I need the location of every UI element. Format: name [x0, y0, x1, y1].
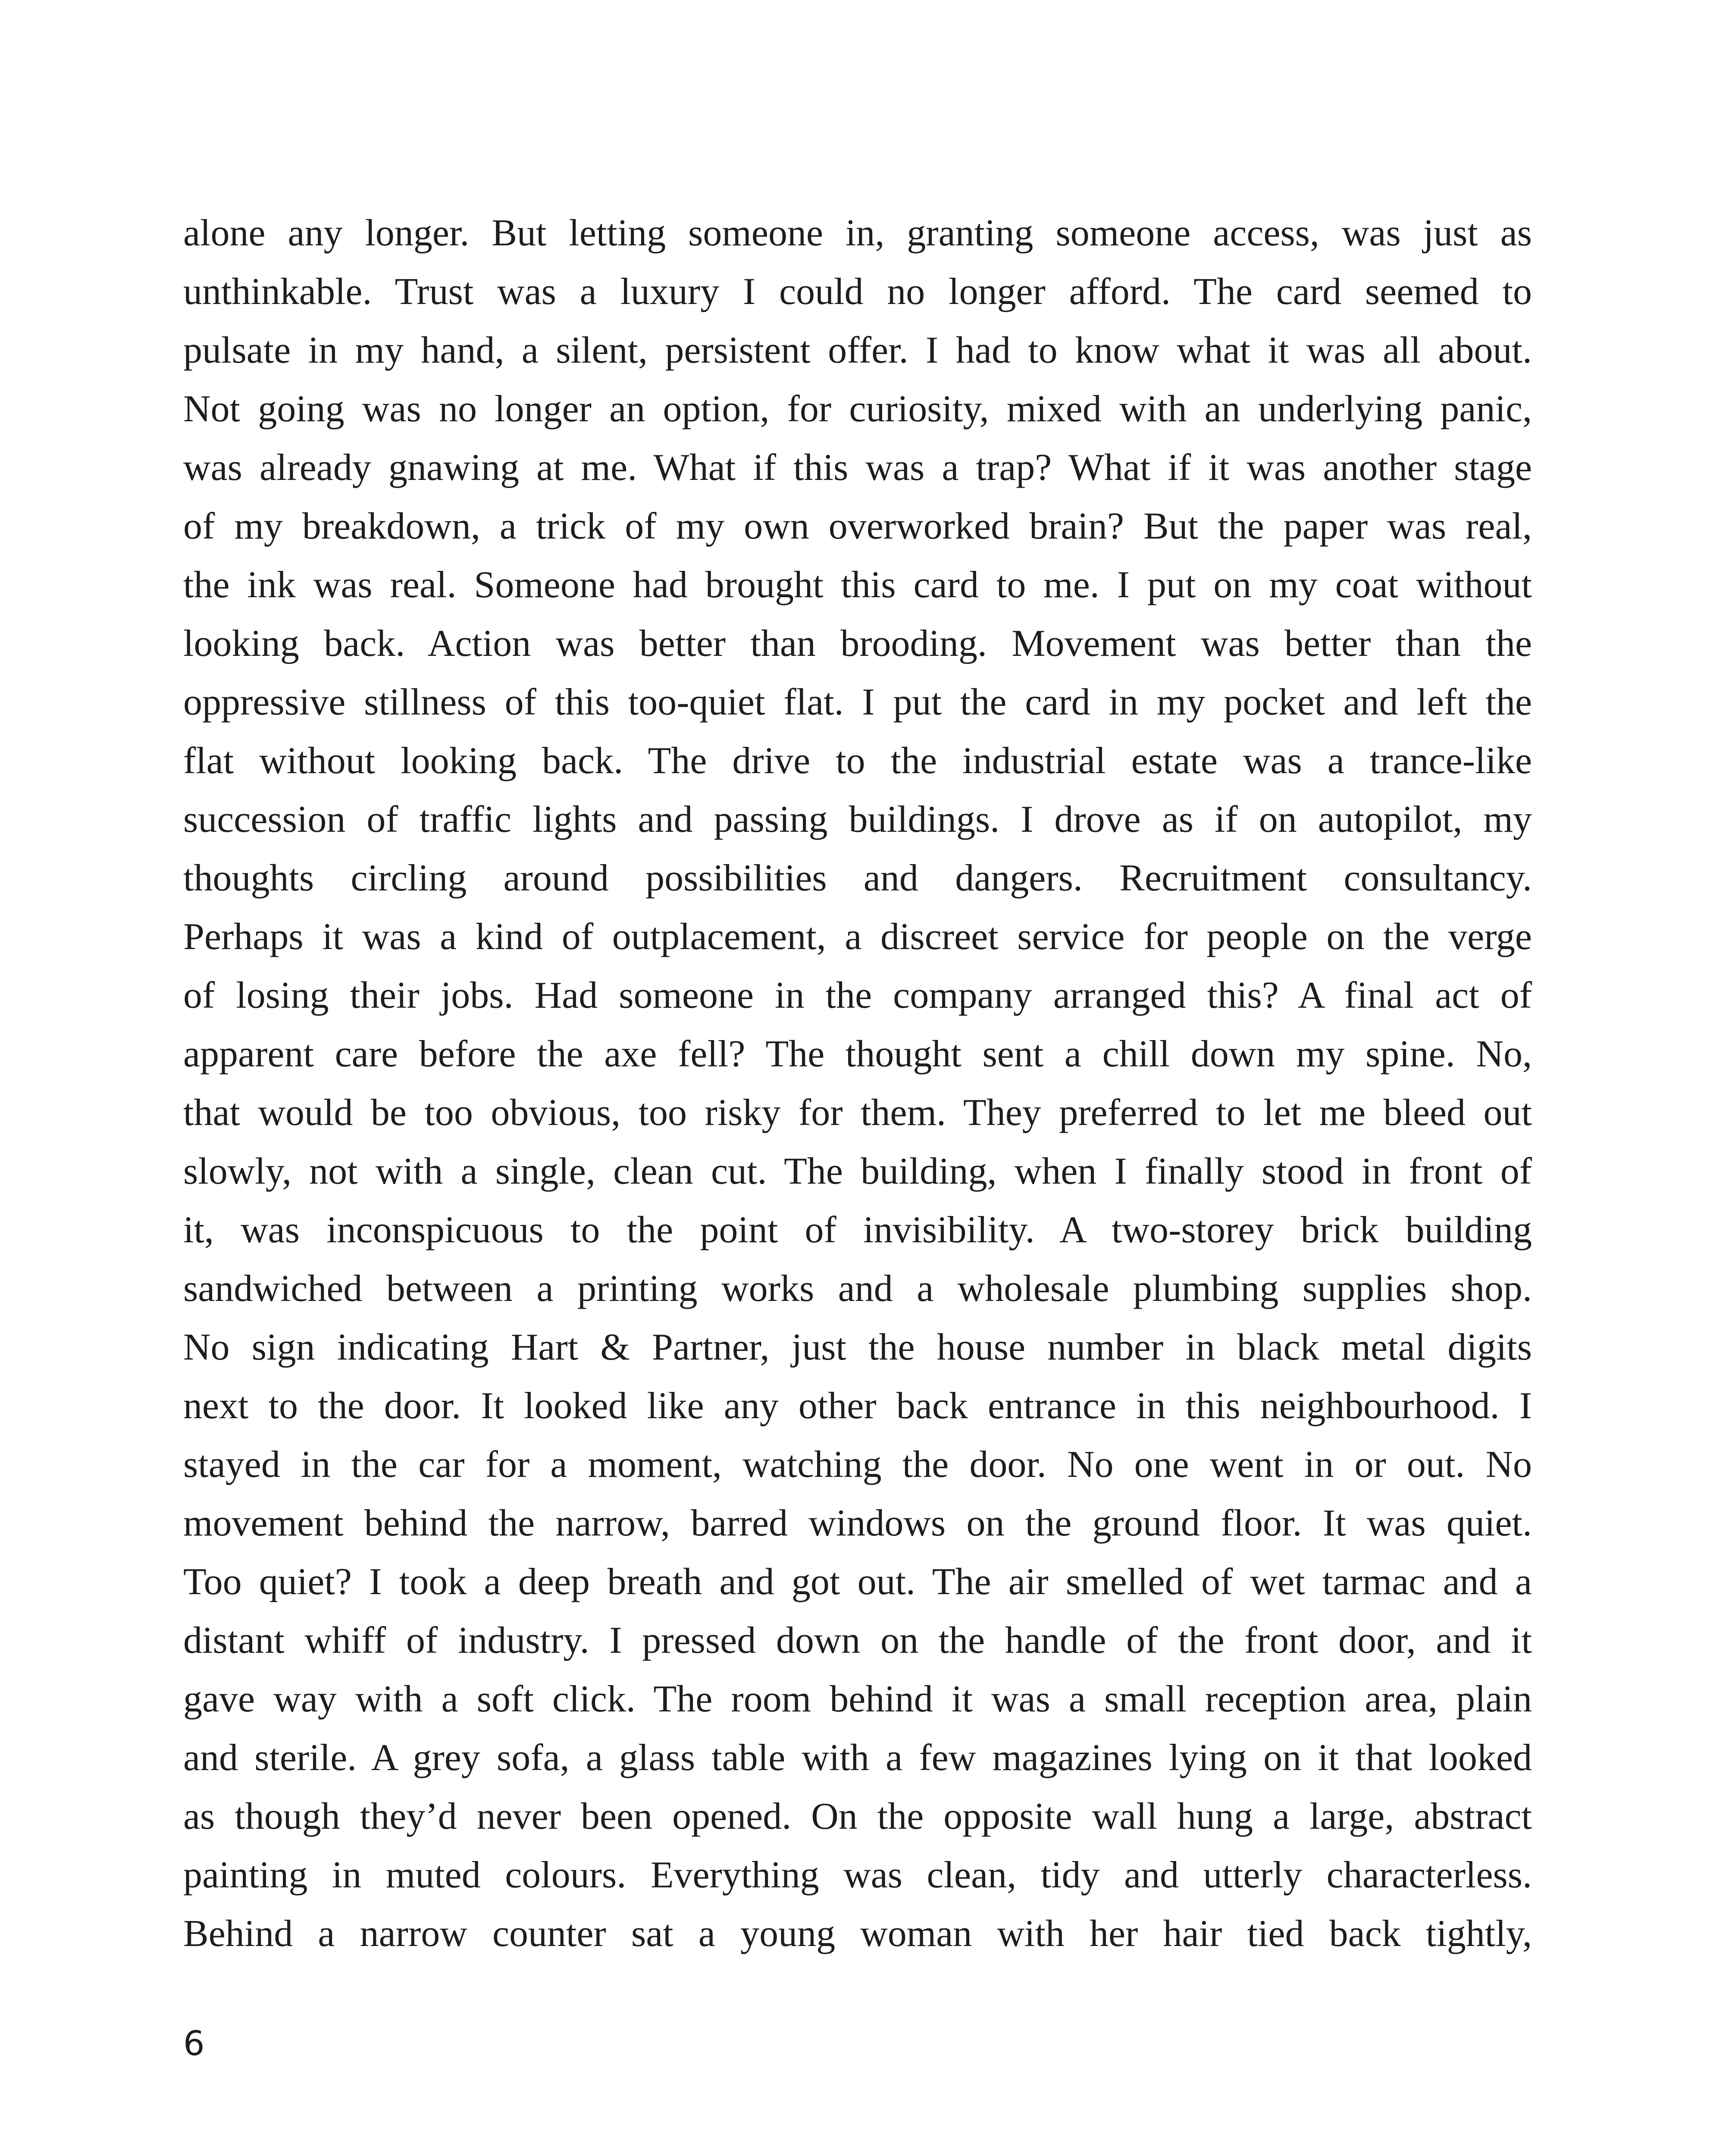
text-line: distant whiff of industry. I pressed down on the handle of the front door, and it [183, 1620, 1532, 1661]
text-line: thoughts circling around possibilities and dangers. Recruitment consultancy. [183, 857, 1532, 899]
text-line: looking back. Action was better than brooding. Movement was better than the [183, 623, 1532, 664]
text-line: the ink was real. Someone had brought this card to me. I put on my coat without [183, 564, 1532, 606]
text-line: flat without looking back. The drive to the industrial estate was a trance-like [183, 740, 1532, 782]
text-line: Not going was no longer an option, for curiosity, mixed with an underlying panic, [183, 388, 1532, 430]
text-line: of losing their jobs. Had someone in the company arranged this? A final act of [183, 975, 1532, 1016]
text-line: of my breakdown, a trick of my own overworked brain? But the paper was real, [183, 505, 1532, 547]
text-line: gave way with a soft click. The room behind it was a small reception area, plain [183, 1678, 1532, 1720]
text-line: and sterile. A grey sofa, a glass table with a few magazines lying on it that looked [183, 1737, 1532, 1779]
text-line: succession of traffic lights and passing buildings. I drove as if on autopilot, my [183, 799, 1532, 840]
text-line: slowly, not with a single, clean cut. The building, when I finally stood in front of [183, 1150, 1532, 1192]
text-line: No sign indicating Hart & Partner, just the house number in black metal digits [183, 1326, 1532, 1368]
text-line: painting in muted colours. Everything was clean, tidy and utterly characterless. [183, 1854, 1532, 1896]
text-line: Too quiet? I took a deep breath and got out. The air smelled of wet tarmac and a [183, 1561, 1532, 1603]
text-line: next to the door. It looked like any other back entrance in this neighbourhood. I [183, 1385, 1532, 1427]
text-line: oppressive stillness of this too-quiet flat. I put the card in my pocket and left the [183, 681, 1532, 723]
text-line: pulsate in my hand, a silent, persistent offer. I had to know what it was all about. [183, 329, 1532, 371]
text-line: unthinkable. Trust was a luxury I could no longer afford. The card seemed to [183, 271, 1532, 313]
text-line: alone any longer. But letting someone in, granting someone access, was just as [183, 212, 1532, 254]
text-line: it, was inconspicuous to the point of invisibility. A two-storey brick building [183, 1209, 1532, 1251]
body-text [183, 204, 1532, 1963]
text-line: Behind a narrow counter sat a young woman with her hair tied back tightly, [183, 1913, 1532, 1955]
text-line: as though they’d never been opened. On the opposite wall hung a large, abstract [183, 1796, 1532, 1837]
text-line: Perhaps it was a kind of outplacement, a discreet service for people on the verge [183, 916, 1532, 958]
text-line: sandwiched between a printing works and a wholesale plumbing supplies shop. [183, 1268, 1532, 1310]
text-line: stayed in the car for a moment, watching the door. No one went in or out. No [183, 1444, 1532, 1485]
text-line: apparent care before the axe fell? The thought sent a chill down my spine. No, [183, 1033, 1532, 1075]
text-line: movement behind the narrow, barred windows on the ground floor. It was quiet. [183, 1502, 1532, 1544]
page-number: 6 [183, 2024, 205, 2063]
text-line: was already gnawing at me. What if this was a trap? What if it was another stage [183, 447, 1532, 489]
text-line: that would be too obvious, too risky for them. They preferred to let me bleed out [183, 1092, 1532, 1134]
